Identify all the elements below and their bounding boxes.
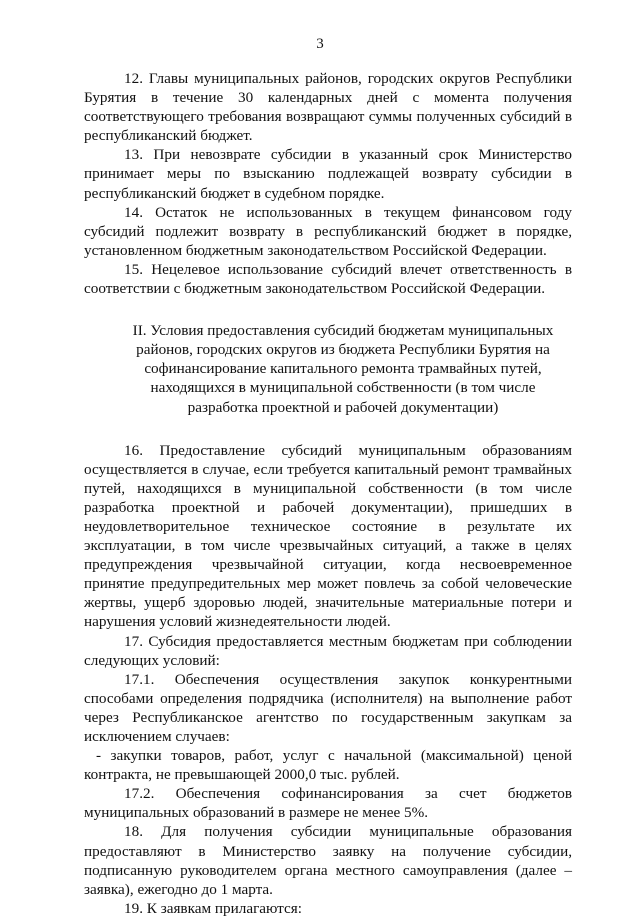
paragraph-13: 13. При невозврате субсидии в указанный срок Министерство принимает меры по взысканию подлежащей возврату субсидии в республиканский бюджет в судебном порядке. <box>84 146 572 202</box>
document-body <box>84 69 572 918</box>
paragraph-16: 16. Предоставление субсидий муниципальным образованиям осуществляется в случае, если требуется капитальный ремонт трамвайных путей, находящихся в муниципальной собственности (в том числе разработка проектной и рабочей документации), пришедших в неудовлетворительное техническое состояние в результате их эксплуатации, в том числе чрезвычайных ситуаций, а также в целях предупреждения чрезвычайной ситуации, когда несвоевременное принятие предупредительных мер может повлечь за собой человеческие жертвы, ущерб здоровью людей, значительные материальные потери и нарушения условий жизнедеятельности людей. <box>84 441 572 631</box>
paragraph-17-2: 17.2. Обеспечения софинансирования за счет бюджетов муниципальных образований в размере не менее 5%. <box>84 785 572 822</box>
paragraph-19: 19. К заявкам прилагаются: <box>124 899 302 917</box>
section-heading-line: районов, городских округов из бюджета Республики Бурятия на <box>136 341 550 359</box>
paragraph-15: 15. Нецелевое использование субсидий влечет ответственность в соответствии с бюджетным законодательством Российской Федерации. <box>84 260 572 298</box>
paragraph-14: 14. Остаток не использованных в текущем финансовом году субсидий подлежит возврату в республиканский бюджет в порядке, установленном бюджетным законодательством Российской Федерации. <box>84 203 572 259</box>
section-heading-line: находящихся в муниципальной собственности (в том числе <box>150 379 536 397</box>
section-heading <box>84 321 572 416</box>
paragraph-18: 18. Для получения субсидии муниципальные образования предоставляют в Министерство заявку на получение субсидии, подписанную руководителем органа местного самоуправления (далее – заявка), ежегодно до 1 марта. <box>84 823 572 898</box>
section-heading-line: разработка проектной и рабочей документации) <box>187 398 499 416</box>
paragraph-12: 12. Главы муниципальных районов, городских округов Республики Бурятия в течение 30 календарных дней с момента получения соответствующего требования возвращают суммы полученных субсидий в республиканский бюджет. <box>84 70 572 145</box>
section-heading-line: софинансирование капитального ремонта трамвайных путей, <box>144 360 542 378</box>
paragraph-17: 17. Субсидия предоставляется местным бюджетам при соблюдении следующих условий: <box>84 632 572 669</box>
page-number: 3 <box>316 36 324 52</box>
paragraph-17-1: 17.1. Обеспечения осуществления закупок конкурентными способами определения подрядчика (исполнителя) на выполнение работ через Республиканское агентство по государственным закупкам за исключением случаев: <box>84 670 572 745</box>
list-item-exception: - закупки товаров, работ, услуг с начальной (максимальной) ценой контракта, не превышающей 2000,0 тыс. рублей. <box>84 747 572 784</box>
section-heading-line: II. Условия предоставления субсидий бюджетам муниципальных <box>132 322 554 340</box>
